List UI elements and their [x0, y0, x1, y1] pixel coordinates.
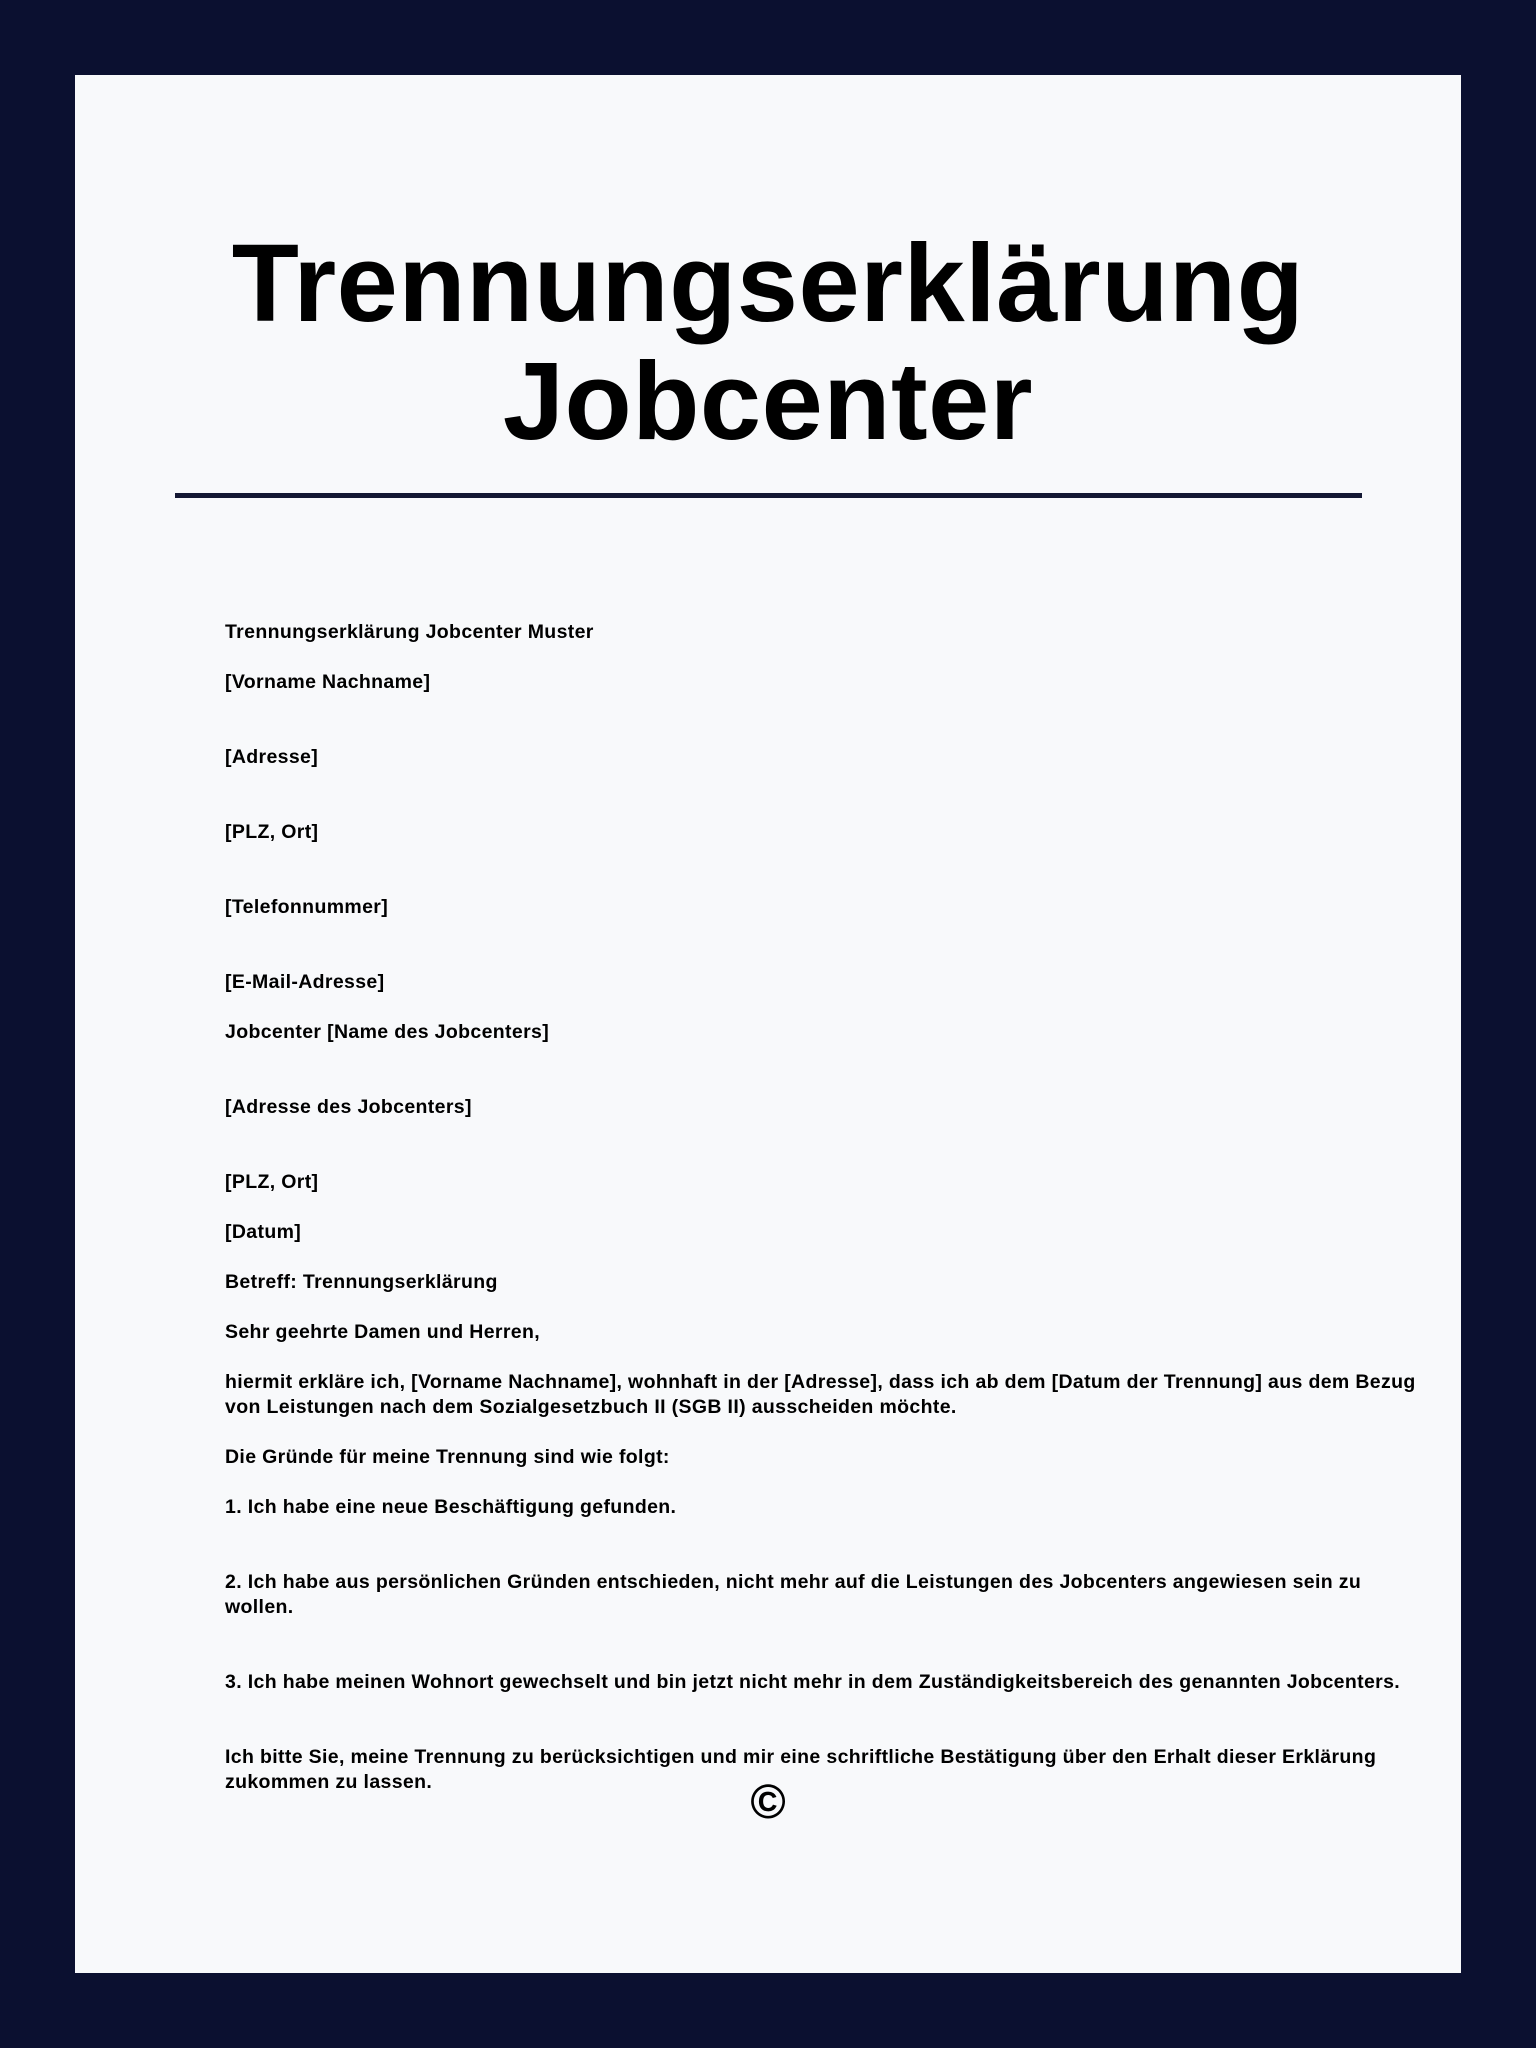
reason-item-1: 1. Ich habe eine neue Beschäftigung gefunden.	[225, 1496, 677, 1518]
sender-address: [Adresse]	[225, 746, 319, 768]
title-divider	[175, 493, 1362, 498]
reason-item-3: 3. Ich habe meinen Wohnort gewechselt und bin jetzt nicht mehr in dem Zuständigkeitsbereich des genannten Jobcenters.	[225, 1671, 1401, 1693]
title-line-1: Trennungserklärung	[231, 222, 1305, 345]
recipient-address: [Adresse des Jobcenters]	[225, 1096, 472, 1118]
letter-salutation: Sehr geehrte Damen und Herren,	[225, 1321, 540, 1343]
letter-subject: Betreff: Trennungserklärung	[225, 1271, 498, 1293]
title-line-2: Jobcenter	[502, 340, 1034, 463]
letter-date: [Datum]	[225, 1221, 302, 1243]
document-page	[75, 75, 1461, 1973]
sender-email: [E-Mail-Adresse]	[225, 971, 385, 993]
recipient-name: Jobcenter [Name des Jobcenters]	[225, 1021, 550, 1043]
recipient-city: [PLZ, Ort]	[225, 1171, 319, 1193]
closing-request: Ich bitte Sie, meine Trennung zu berücksichtigen und mir eine schriftliche Bestätigung über den Erhalt dieser Erklärung zukommen zu lassen.	[225, 1746, 1377, 1793]
sender-phone: [Telefonnummer]	[225, 896, 389, 918]
copyright-icon: ©	[750, 1776, 786, 1829]
reason-item-2: 2. Ich habe aus persönlichen Gründen entschieden, nicht mehr auf die Leistungen des Jobcenters angewiesen sein zu wollen.	[225, 1571, 1362, 1618]
sender-city: [PLZ, Ort]	[225, 821, 319, 843]
document-heading: Trennungserklärung Jobcenter Muster	[225, 621, 594, 643]
document-title	[75, 222, 1461, 463]
sender-name: [Vorname Nachname]	[225, 671, 431, 693]
reasons-intro: Die Gründe für meine Trennung sind wie folgt:	[225, 1446, 670, 1468]
letter-intro-paragraph: hiermit erkläre ich, [Vorname Nachname], wohnhaft in der [Adresse], dass ich ab dem [Datum der Trennung] aus dem Bezug von Leistungen nach dem Sozialgesetzbuch II (SGB II) ausscheiden möchte.	[225, 1371, 1416, 1418]
